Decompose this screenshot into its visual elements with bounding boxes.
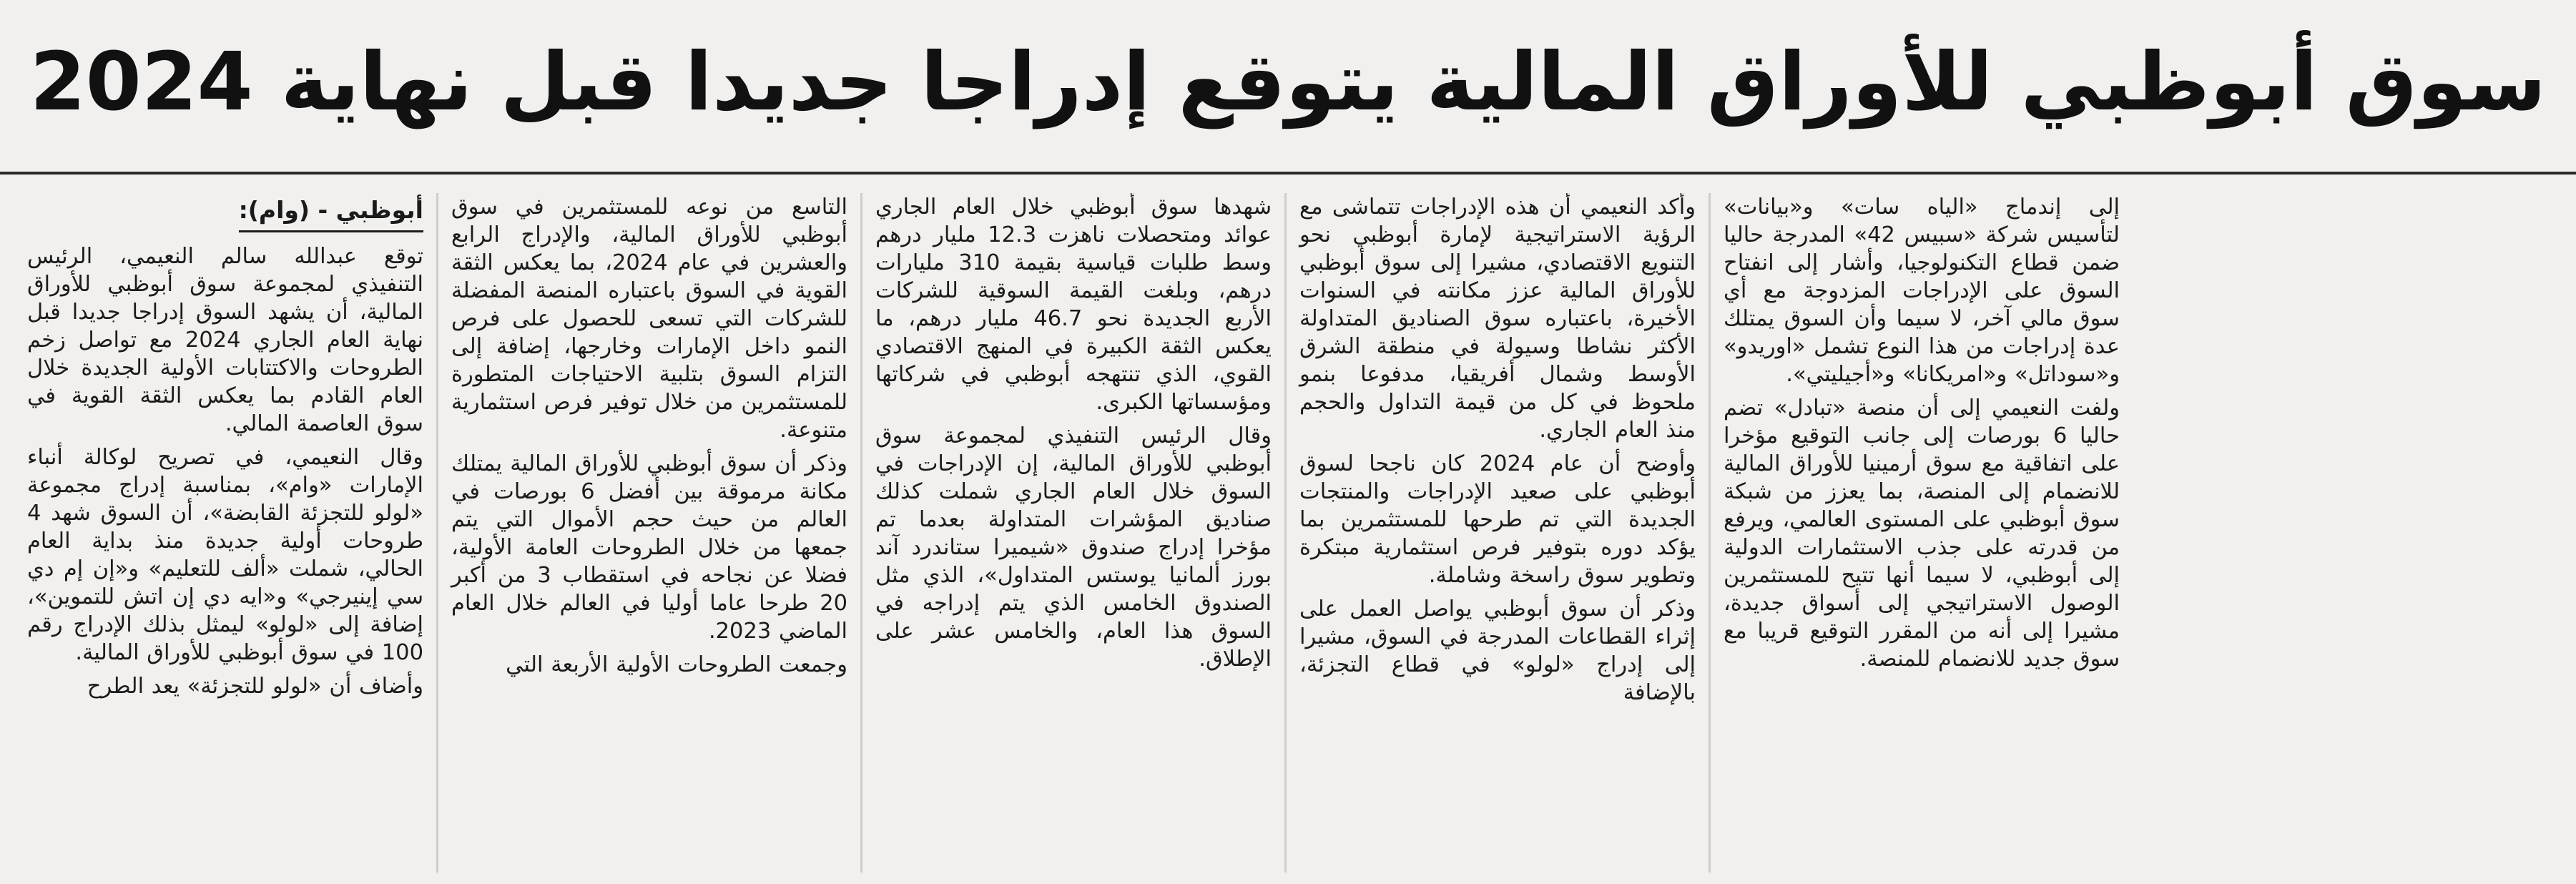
headline-rule — [0, 172, 2576, 175]
paragraph: شهدها سوق أبوظبي خلال العام الجاري عوائد ومتحصلات ناهزت 12.3 مليار درهم وسط طلبات قياسية بقيمة 310 مليارات درهم، وبلغت القيمة السوقية للشركات الأربع الجديدة نحو 46.7 مليار درهم، ما يعكس الثقة الكبيرة في المنهج الاقتصادي القوي، الذي تنتهجه أبوظبي في شركاتها ومؤسساتها الكبرى. — [875, 195, 1272, 415]
paragraph: وذكر أن سوق أبوظبي يواصل العمل على إثراء القطاعات المدرجة في السوق، مشيرا إلى إدراج «لولو» في قطاع التجزئة، بالإضافة — [1299, 596, 1696, 705]
paragraph: إلى إندماج «الياه سات» و«بيانات» لتأسيس شركة «سبيس 42» المدرجة حاليا ضمن قطاع التكنولوجيا، وأشار إلى انفتاح السوق على الإدراجات المزدوجة مع أي سوق مالي آخر، لا سيما وأن السوق يمتلك عدة إدراجات من هذا النوع تشمل «اوريدو» و«سوداتل» و«امريكانا» و«أجيليتي». — [1724, 195, 2120, 387]
article-body — [14, 193, 2562, 873]
paragraph: التاسع من نوعه للمستثمرين في سوق أبوظبي للأوراق المالية، والإدراج الرابع والعشرين في عام 2024، بما يعكس الثقة القوية في السوق باعتباره المنصة المفضلة للشركات التي تسعى للحصول على فرص النمو داخل الإمارات وخارجها، إضافة إلى التزام السوق بتلبية الاحتياجات المتطورة للمستثمرين من خلال توفير فرص استثمارية متنوعة. — [451, 195, 848, 443]
article-column-3 — [862, 193, 1284, 873]
article-headline: سوق أبوظبي للأوراق المالية يتوقع إدراجا جديدا قبل نهاية 2024 — [29, 36, 2547, 129]
paragraph: وقال الرئيس التنفيذي لمجموعة سوق أبوظبي للأوراق المالية، إن الإدراجات في السوق خلال العام الجاري شملت كذلك صناديق المؤشرات المتداولة بعدما تم مؤخرا إدراج صندوق «شيميرا ستاندرد آند بورز ألمانيا يوستس المتداول»، الذي مثل الصندوق الخامس الذي يتم إدراجه في السوق هذا العام، والخامس عشر على الإطلاق. — [875, 423, 1272, 672]
paragraph: وذكر أن سوق أبوظبي للأوراق المالية يمتلك مكانة مرموقة بين أفضل 6 بورصات في العالم من حيث حجم الأموال التي يتم جمعها من خلال الطروحات العامة الأولية، فضلا عن نجاحه في استقطاب 3 من أكبر 20 طرحا عاما أوليا في العالم خلال العام الماضي 2023. — [451, 451, 847, 644]
paragraph: توقع عبدالله سالم النعيمي، الرئيس التنفيذي لمجموعة سوق أبوظبي للأوراق المالية، أن يشهد السوق إدراجا جديدا قبل نهاية العام الجاري 2024 مع تواصل زخم الطروحات والاكتتابات الأولية الجديدة خلال العام القادم بما يعكس الثقة القوية في سوق العاصمة المالي. — [27, 244, 423, 436]
paragraph: وقال النعيمي، في تصريح لوكالة أنباء الإمارات «وام»، بمناسبة إدراج مجموعة «لولو للتجزئة القابضة»، أن السوق شهد 4 طروحات أولية جديدة منذ بداية العام الحالي، شملت «ألف للتعليم» و«إن إم دي سي إينيرجي» و«ايه دي إن اتش للتموين»، إضافة إلى «لولو» ليمثل بذلك الإدراج رقم 100 في سوق أبوظبي للأوراق المالية. — [27, 445, 423, 665]
article-column-5 — [1711, 193, 2133, 873]
article-column-2 — [438, 193, 860, 873]
article-column-1 — [14, 193, 436, 873]
dateline: أبوظبي - (وام): — [239, 195, 423, 232]
paragraph: وأوضح أن عام 2024 كان ناجحا لسوق أبوظبي على صعيد الإدراجات والمنتجات الجديدة التي تم طرحها للمستثمرين بما يؤكد دوره بتوفير فرص استثمارية مبتكرة وتطوير سوق راسخة وشاملة. — [1299, 451, 1696, 588]
headline-block — [0, 0, 2576, 164]
paragraph: ولفت النعيمي إلى أن منصة «تبادل» تضم حاليا 6 بورصات إلى جانب التوقيع مؤخرا على اتفاقية مع سوق أرمينيا للأوراق المالية للانضمام إلى المنصة، بما يعزز من شبكة سوق أبوظبي على المستوى العالمي، ويرفع من قدرته على جذب الاستثمارات الدولية إلى أبوظبي، لا سيما أنها تتيح للمستثمرين الوصول الاستراتيجي إلى أسواق جديدة، مشيرا إلى أنه من المقرر التوقيع قريبا مع سوق جديد للانضمام للمنصة. — [1724, 396, 2120, 672]
article-column-4 — [1287, 193, 1709, 873]
paragraph: وجمعت الطروحات الأولية الأربعة التي — [506, 652, 847, 677]
paragraph: وأكد النعيمي أن هذه الإدراجات تتماشى مع الرؤية الاستراتيجية لإمارة أبوظبي نحو التنويع الاقتصادي، مشيرا إلى سوق أبوظبي للأوراق المالية عزز مكانته في السنوات الأخيرة، باعتباره سوق الصناديق المتداولة الأكثر نشاطا وسيولة في منطقة الشرق الأوسط وشمال أفريقيا، مدفوعا بنمو ملحوظ في كل من قيمة التداول والحجم منذ العام الجاري. — [1299, 195, 1696, 443]
paragraph: وأضاف أن «لولو للتجزئة» يعد الطرح — [87, 674, 423, 699]
